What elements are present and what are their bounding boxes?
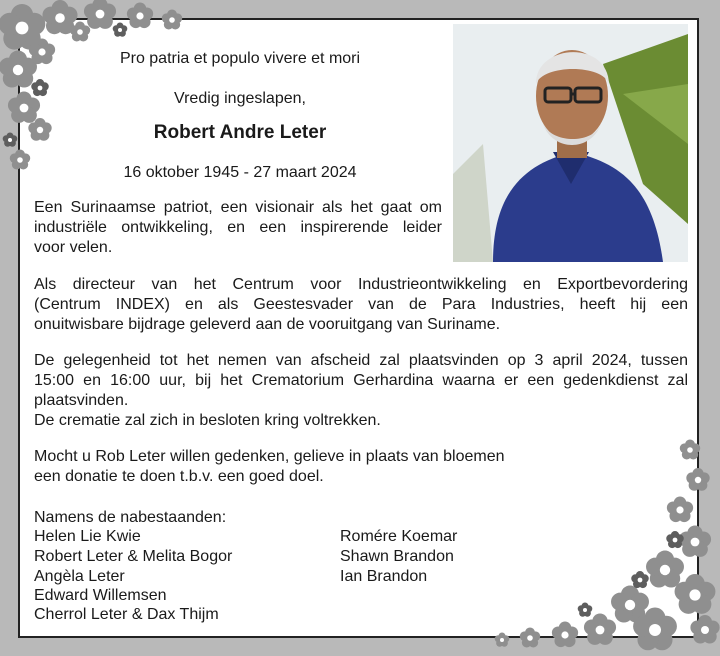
paragraph-tribute [34, 198, 442, 258]
mourners-heading: Namens de nabestaanden: [34, 509, 227, 526]
motto: Pro patria et populo vivere et mori [119, 50, 361, 67]
text-line: Een Surinaamse patriot, een visionair als het gaat om [34, 199, 442, 216]
text-line: industriële ontwikkeling, en een inspirerende leider [34, 219, 442, 236]
portrait-photo [453, 24, 688, 262]
mourner-name: Angèla Leter [34, 568, 125, 585]
mourner-name: Cherrol Leter & Dax Thijm [34, 606, 219, 623]
text-line: Als directeur van het Centrum voor Industrieontwikkeling en Exportbevordering [34, 276, 688, 293]
text-line: De gelegenheid tot het nemen van afscheid zal plaatsvinden op 3 april 2024, tussen [34, 352, 688, 369]
text-line: 15:00 en 16:00 uur, bij het Crematorium Gerhardina waarna er een gedenkdienst zal [34, 372, 688, 389]
text-line: De crematie zal zich in besloten kring voltrekken. [34, 412, 381, 429]
intro-line: Vredig ingeslapen, [174, 90, 306, 107]
text-line: onuitwisbare bijdrage geleverd aan de vooruitgang van Suriname. [34, 316, 501, 333]
text-line: plaatsvinden. [34, 392, 129, 409]
mourner-name: Ian Brandon [340, 568, 428, 585]
text-line: Mocht u Rob Leter willen gedenken, gelieve in plaats van bloemen [34, 448, 505, 465]
deceased-name: Robert Andre Leter [153, 122, 327, 143]
text-line: een donatie te doen t.b.v. een goed doel. [34, 468, 324, 485]
text-line: voor velen. [34, 239, 113, 256]
life-dates: 16 oktober 1945 - 27 maart 2024 [123, 164, 357, 181]
paragraph-donation [34, 447, 554, 487]
paragraph-farewell [34, 351, 688, 431]
paragraph-career [34, 275, 688, 335]
text-line: (Centrum INDEX) en als Geestesvader van de Para Industries, heeft hij een [34, 296, 688, 313]
mourner-name: Shawn Brandon [340, 548, 454, 565]
mourner-name: Robert Leter & Melita Bogor [34, 548, 233, 565]
mourner-name: Helen Lie Kwie [34, 528, 141, 545]
mourner-name: Romére Koemar [340, 528, 458, 545]
mourner-name: Edward Willemsen [34, 587, 167, 604]
